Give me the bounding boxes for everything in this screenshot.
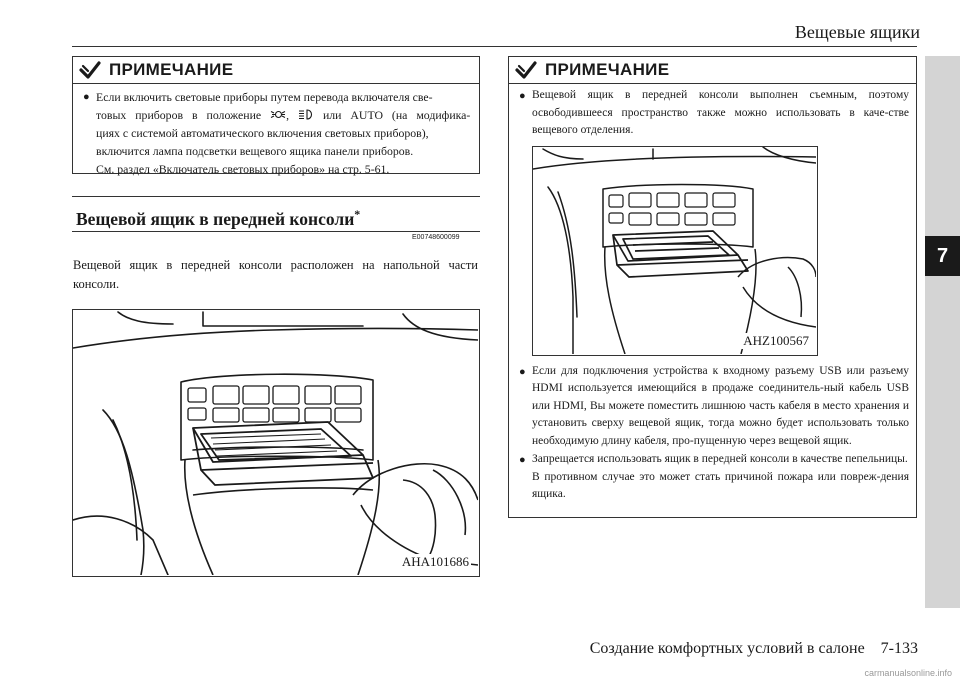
- left-note-box: [72, 56, 480, 174]
- left-note-line-2: товых приборов в положение , или AUTO (на модифика-: [96, 108, 471, 122]
- left-figure-label: AHA101686: [401, 554, 469, 569]
- headlights-icon: [298, 109, 314, 120]
- header-rule: [72, 46, 917, 47]
- bullet-dot: ●: [83, 91, 90, 103]
- left-note-header: [73, 57, 479, 84]
- right-note-title: ПРИМЕЧАНИЕ: [545, 60, 670, 79]
- bullet-dot: ●: [519, 90, 526, 102]
- section-body: Вещевой ящик в передней консоли расположен на напольной части консоли.: [73, 258, 478, 291]
- right-note-bullet-3-text: Запрещается использовать ящик в передней консоли в качестве пепельницы.: [532, 453, 908, 465]
- right-note-box: [508, 56, 917, 518]
- chapter-number-tab: 7: [925, 236, 960, 276]
- left-note-line-5: См. раздел «Включатель световых приборов» на стр. 5-61.: [96, 162, 390, 176]
- note-checkmark-icon: [515, 61, 537, 79]
- chapter-side-tab: [925, 56, 960, 608]
- left-figure: [72, 309, 480, 577]
- right-note-bullet-1: ● Вещевой ящик в передней консоли выполнен съемным, поэтому освободившееся пространство также можно использовать в каче-стве вещевого отделения.: [519, 87, 909, 140]
- right-figure: [532, 146, 818, 356]
- right-note-bullet-2: ● Если для подключения устройства к входному разъему USB или разъему HDMI используется имеющийся в продаже соединитель-ный кабель USB или HDMI, Вы можете поместить лишнюю часть кабеля в место хранения и установить сверху вещевой ящик, тогда можно будет использовать только необходимую длину кабеля, про-пущенную через вещевой ящик.: [519, 363, 909, 451]
- note-checkmark-icon: [79, 61, 101, 79]
- bullet-dot: ●: [519, 365, 526, 378]
- left-note-line-3: циях с системой автоматического включения световых приборов),: [96, 126, 429, 140]
- left-note-line-1: Если включить световые приборы путем перевода включателя све-: [96, 90, 433, 104]
- page-footer: Создание комфортных условий в салоне 7-133: [589, 640, 918, 657]
- page-title: Вещевые ящики: [794, 22, 920, 42]
- removed-tray-illustration: [533, 147, 816, 354]
- right-note-header: [509, 57, 916, 84]
- right-figure-label: AHZ100567: [743, 332, 809, 348]
- front-console-illustration: [73, 310, 478, 575]
- left-note-line-4: включится лампа подсветки вещевого ящика панели приборов.: [96, 144, 414, 158]
- right-note-bullet-3: [519, 451, 909, 504]
- parking-lights-icon: [270, 109, 286, 120]
- section-code: E00748600099: [412, 234, 460, 241]
- section-title: Вещевой ящик в передней консоли*: [72, 196, 480, 232]
- section-title-star: *: [354, 207, 361, 221]
- bullet-dot: ●: [519, 454, 526, 466]
- left-note-bullet: [83, 88, 472, 178]
- right-note-bullet-3-warning: В противном случае это может стать причиной пожара или повреж-дения ящика.: [532, 470, 909, 500]
- left-note-title: ПРИМЕЧАНИЕ: [109, 60, 234, 79]
- watermark: carmanualsonline.info: [864, 668, 952, 678]
